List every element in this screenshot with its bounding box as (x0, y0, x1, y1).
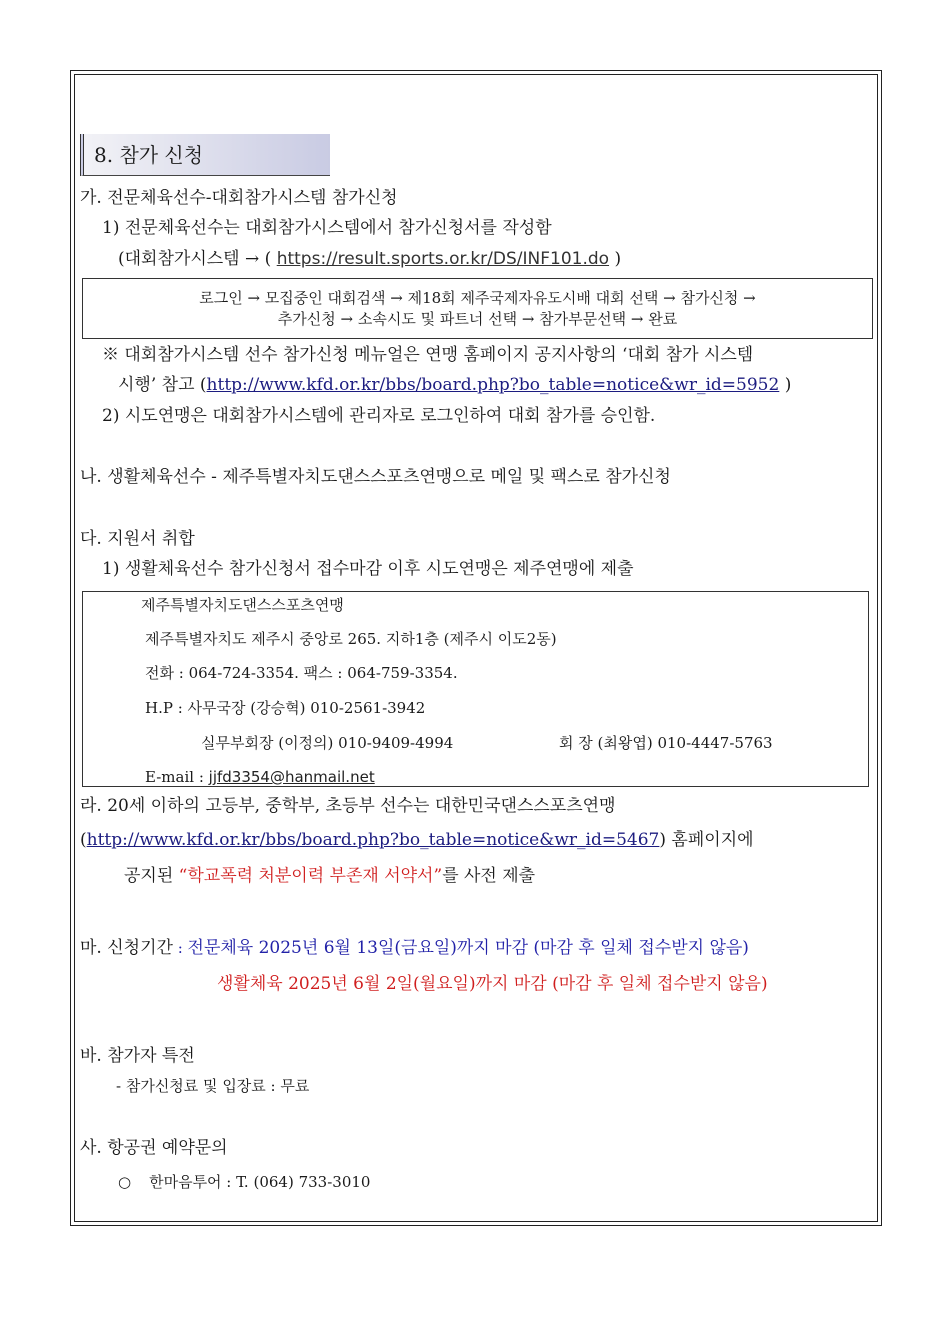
ra-line-3-suffix: 를 사전 제출 (442, 866, 536, 886)
hp-secretary: H.P : 사무국장 (강승혁) 010-2561-3942 (145, 699, 426, 717)
system-url-line (118, 248, 621, 270)
ma-separator: : (172, 939, 188, 957)
steps-line-1: 로그인 → 모집중인 대회검색 → 제18회 제주국제자유도시배 대회 선택 → 참가신청 → (199, 289, 756, 307)
ra-line-2 (80, 829, 754, 851)
section-title-text: 8. 참가 신청 (94, 143, 204, 167)
note-line-1: ※ 대회참가시스템 선수 참가신청 메뉴얼은 연맹 홈페이지 공지사항의 ‘대회 참가 시스템 (102, 345, 754, 365)
note-line-2 (118, 374, 791, 396)
ra-url-open: ( (80, 830, 87, 850)
ra-line-3-prefix: 공지된 (124, 866, 179, 886)
system-url-suffix: ) (609, 249, 622, 269)
ma-label: 마. 신청기간 (80, 938, 173, 958)
sa-item: 한마음투어 : T. (064) 733-3010 (149, 1173, 371, 1191)
da-item-1: 1) 생활체육선수 참가신청서 접수마감 이후 시도연맹은 제주연맹에 제출 (102, 559, 634, 579)
sa-item-line (118, 1171, 370, 1193)
heading-sa: 사. 항공권 예약문의 (80, 1138, 228, 1158)
steps-box (82, 278, 873, 339)
email-link[interactable]: jjfd3354@hanmail.net (208, 768, 375, 786)
note-line-2-prefix: 시행’ 참고 ( (118, 375, 207, 395)
section-title (80, 134, 330, 176)
email-label: E-mail : (145, 768, 209, 786)
system-url-prefix: (대회참가시스템 → ( (118, 249, 277, 269)
heading-na: 나. 생활체육선수 - 제주특별자치도댄스스포츠연맹으로 메일 및 팩스로 참가신청 (80, 467, 671, 487)
email-line (145, 766, 375, 788)
pro-deadline: 전문체육 2025년 6월 13일(금요일)까지 마감 (마감 후 일체 접수받지 않음) (187, 938, 749, 958)
manual-url-link[interactable]: http://www.kfd.or.kr/bbs/board.php?bo_table=notice&wr_id=5952 (206, 375, 780, 395)
hp-chairman: 회 장 (최왕엽) 010-4447-5763 (559, 734, 773, 752)
life-deadline: 생활체육 2025년 6월 2일(월요일)까지 마감 (마감 후 일체 접수받지 않음) (217, 974, 768, 994)
ba-item: - 참가신청료 및 입장료 : 무료 (116, 1077, 310, 1095)
phone-fax: 전화 : 064-724-3354. 팩스 : 064-759-3354. (145, 664, 458, 682)
system-url-link[interactable]: https://result.sports.or.kr/DS/INF101.do (276, 249, 610, 269)
heading-da: 다. 지원서 취합 (80, 529, 195, 549)
contact-box (82, 591, 869, 787)
org-address: 제주특별자치도 제주시 중앙로 265. 지하1층 (제주시 이도2동) (145, 630, 557, 648)
heading-ba: 바. 참가자 특전 (80, 1046, 195, 1066)
pledge-url-link[interactable]: http://www.kfd.or.kr/bbs/board.php?bo_table=notice&wr_id=5467 (86, 830, 660, 850)
ra-url-suffix: ) 홈페이지에 (659, 830, 754, 850)
pledge-doc-name: “학교폭력 처분이력 부존재 서약서” (178, 866, 443, 886)
heading-ga: 가. 전문체육선수-대회참가시스템 참가신청 (80, 188, 398, 208)
ma-line-1 (80, 937, 749, 959)
note-line-2-suffix: ) (779, 375, 792, 395)
ra-line-3 (124, 865, 535, 887)
ga-item-1: 1) 전문체육선수는 대회참가시스템에서 참가신청서를 작성함 (102, 218, 552, 238)
circle-bullet-icon: ○ (118, 1173, 132, 1191)
org-name: 제주특별자치도댄스스포츠연맹 (141, 596, 344, 614)
ra-line-1: 라. 20세 이하의 고등부, 중학부, 초등부 선수는 대한민국댄스스포츠연맹 (80, 796, 616, 816)
ga-item-2: 2) 시도연맹은 대회참가시스템에 관리자로 로그인하여 대회 참가를 승인함. (102, 406, 656, 426)
hp-vice-chair: 실무부회장 (이정의) 010-9409-4994 (201, 734, 454, 752)
steps-line-2: 추가신청 → 소속시도 및 파트너 선택 → 참가부문선택 → 완료 (277, 310, 678, 328)
